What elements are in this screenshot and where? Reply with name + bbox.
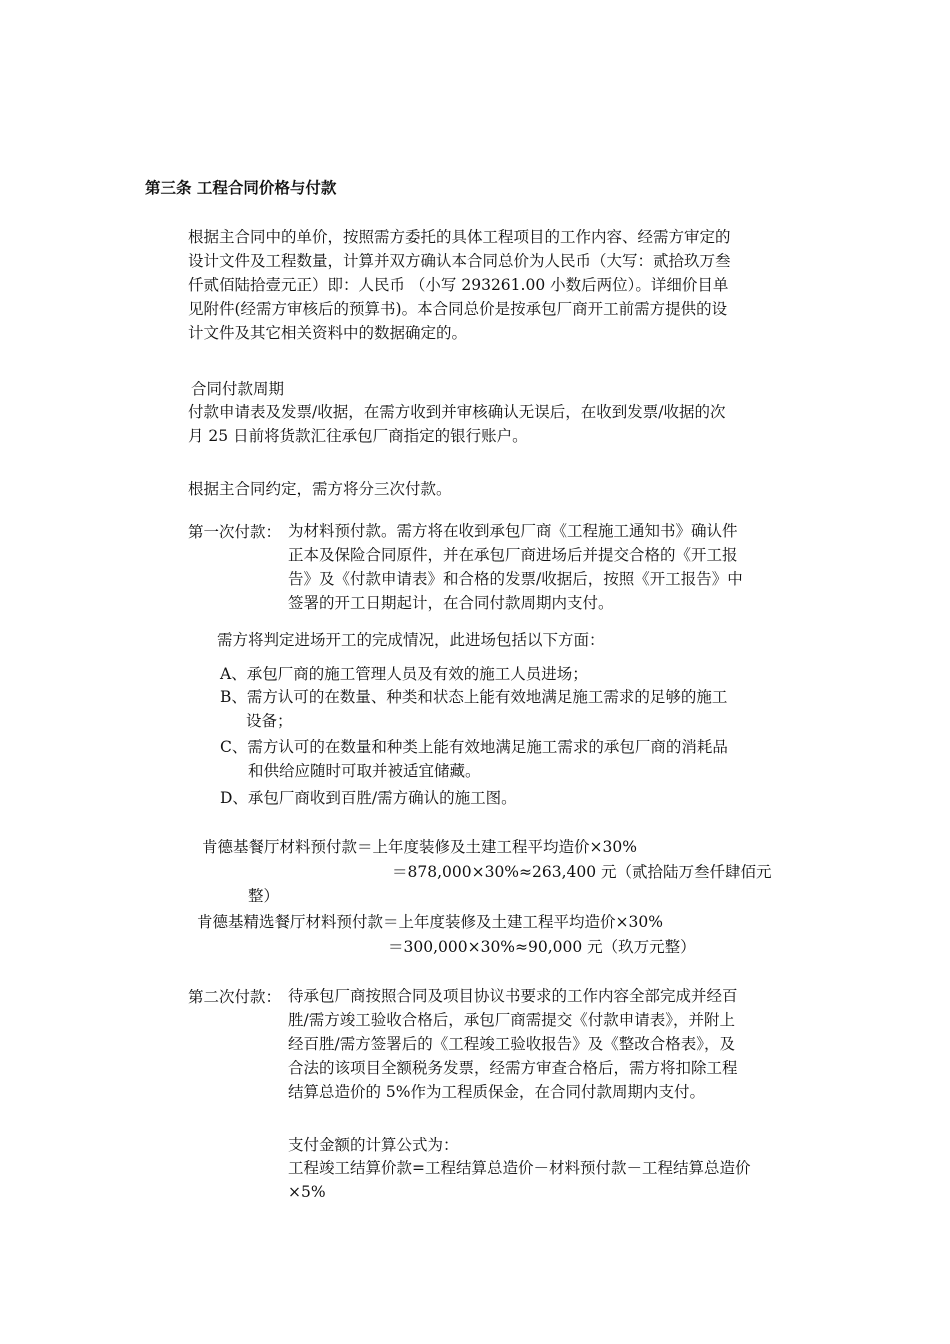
kfcp-advance-formula: 肯德基精选餐厅材料预付款＝上年度装修及土建工程平均造价×30% xyxy=(197,913,663,931)
criteria-line: B、需方认可的在数量、种类和状态上能有效地满足施工需求的足够的施工 xyxy=(220,688,728,706)
intro-paragraph xyxy=(188,225,731,345)
criteria-item-c xyxy=(220,735,728,783)
kfc-advance-formula: 肯德基餐厅材料预付款＝上年度装修及土建工程平均造价×30% xyxy=(202,838,637,856)
kfc-advance-result: ＝878,000×30%≈263,400 元（贰拾陆万叁仟肆佰元 xyxy=(392,863,772,881)
formula-paragraph xyxy=(288,1156,751,1204)
criteria-item-a: A、承包厂商的施工管理人员及有效的施工人员进场； xyxy=(220,665,588,683)
second-payment-line: 待承包厂商按照合同及项目协议书要求的工作内容全部完成并经百 xyxy=(288,987,738,1005)
criteria-line: C、需方认可的在数量和种类上能有效地满足施工需求的承包厂商的消耗品 xyxy=(220,738,728,756)
second-payment-line: 胜/需方竣工验收合格后，承包厂商需提交《付款申请表》，并附上 xyxy=(288,1011,735,1029)
second-payment-paragraph xyxy=(288,984,738,1104)
first-payment-line: 为材料预付款。需方将在收到承包厂商《工程施工通知书》确认件 xyxy=(288,522,738,540)
second-payment-line: 经百胜/需方签署后的《工程竣工验收报告》及《整改合格表》，及 xyxy=(288,1035,735,1053)
criteria-intro: 需方将判定进场开工的完成情况，此进场包括以下方面： xyxy=(217,631,605,649)
intro-line: 根据主合同中的单价，按照需方委托的具体工程项目的工作内容、经需方审定的 xyxy=(188,228,731,246)
payment-period-title: 合同付款周期 xyxy=(191,380,285,398)
intro-line: 仟贰佰陆拾壹元正）即：人民币 （小写 293261.00 小数后两位）。详细价目单 xyxy=(188,276,729,294)
first-payment-paragraph xyxy=(288,519,743,615)
period-line: 月 25 日前将货款汇往承包厂商指定的银行账户。 xyxy=(188,427,528,445)
first-payment-line: 告》及《付款申请表》和合格的发票/收据后，按照《开工报告》中 xyxy=(288,570,743,588)
first-payment-line: 签署的开工日期起计，在合同付款周期内支付。 xyxy=(288,594,614,612)
intro-line: 见附件(经需方审核后的预算书)。本合同总价是按承包厂商开工前需方提供的设 xyxy=(188,300,728,318)
kfc-advance-result-cont: 整） xyxy=(248,887,280,905)
criteria-line: 和供给应随时可取并被适宜储藏。 xyxy=(248,762,481,780)
second-payment-line: 合法的该项目全额税务发票，经需方审查合格后，需方将扣除工程 xyxy=(288,1059,738,1077)
second-payment-line: 结算总造价的 5%作为工程质保金，在合同付款周期内支付。 xyxy=(288,1083,706,1101)
period-line: 付款申请表及发票/收据，在需方收到并审核确认无误后，在收到发票/收据的次 xyxy=(188,403,726,421)
payment-period-paragraph xyxy=(188,400,725,448)
installments-note: 根据主合同约定，需方将分三次付款。 xyxy=(188,480,452,498)
second-payment-label: 第二次付款： xyxy=(188,988,282,1006)
formula-line: 工程竣工结算价款=工程结算总造价－材料预付款－工程结算总造价 xyxy=(288,1159,751,1177)
criteria-item-b xyxy=(220,685,727,733)
formula-title: 支付金额的计算公式为： xyxy=(288,1136,459,1154)
kfcp-advance-result: ＝300,000×30%≈90,000 元（玖万元整） xyxy=(388,938,696,956)
criteria-item-d: D、承包厂商收到百胜/需方确认的施工图。 xyxy=(220,789,517,807)
first-payment-line: 正本及保险合同原件，并在承包厂商进场后并提交合格的《开工报 xyxy=(288,546,738,564)
article-title: 第三条 工程合同价格与付款 xyxy=(145,179,337,197)
intro-line: 设计文件及工程数量，计算并双方确认本合同总价为人民币（大写：贰拾玖万叁 xyxy=(188,252,731,270)
criteria-line: 设备； xyxy=(246,712,293,730)
first-payment-label: 第一次付款： xyxy=(188,523,282,541)
formula-line: ×5% xyxy=(288,1183,326,1201)
intro-line: 计文件及其它相关资料中的数据确定的。 xyxy=(188,324,468,342)
